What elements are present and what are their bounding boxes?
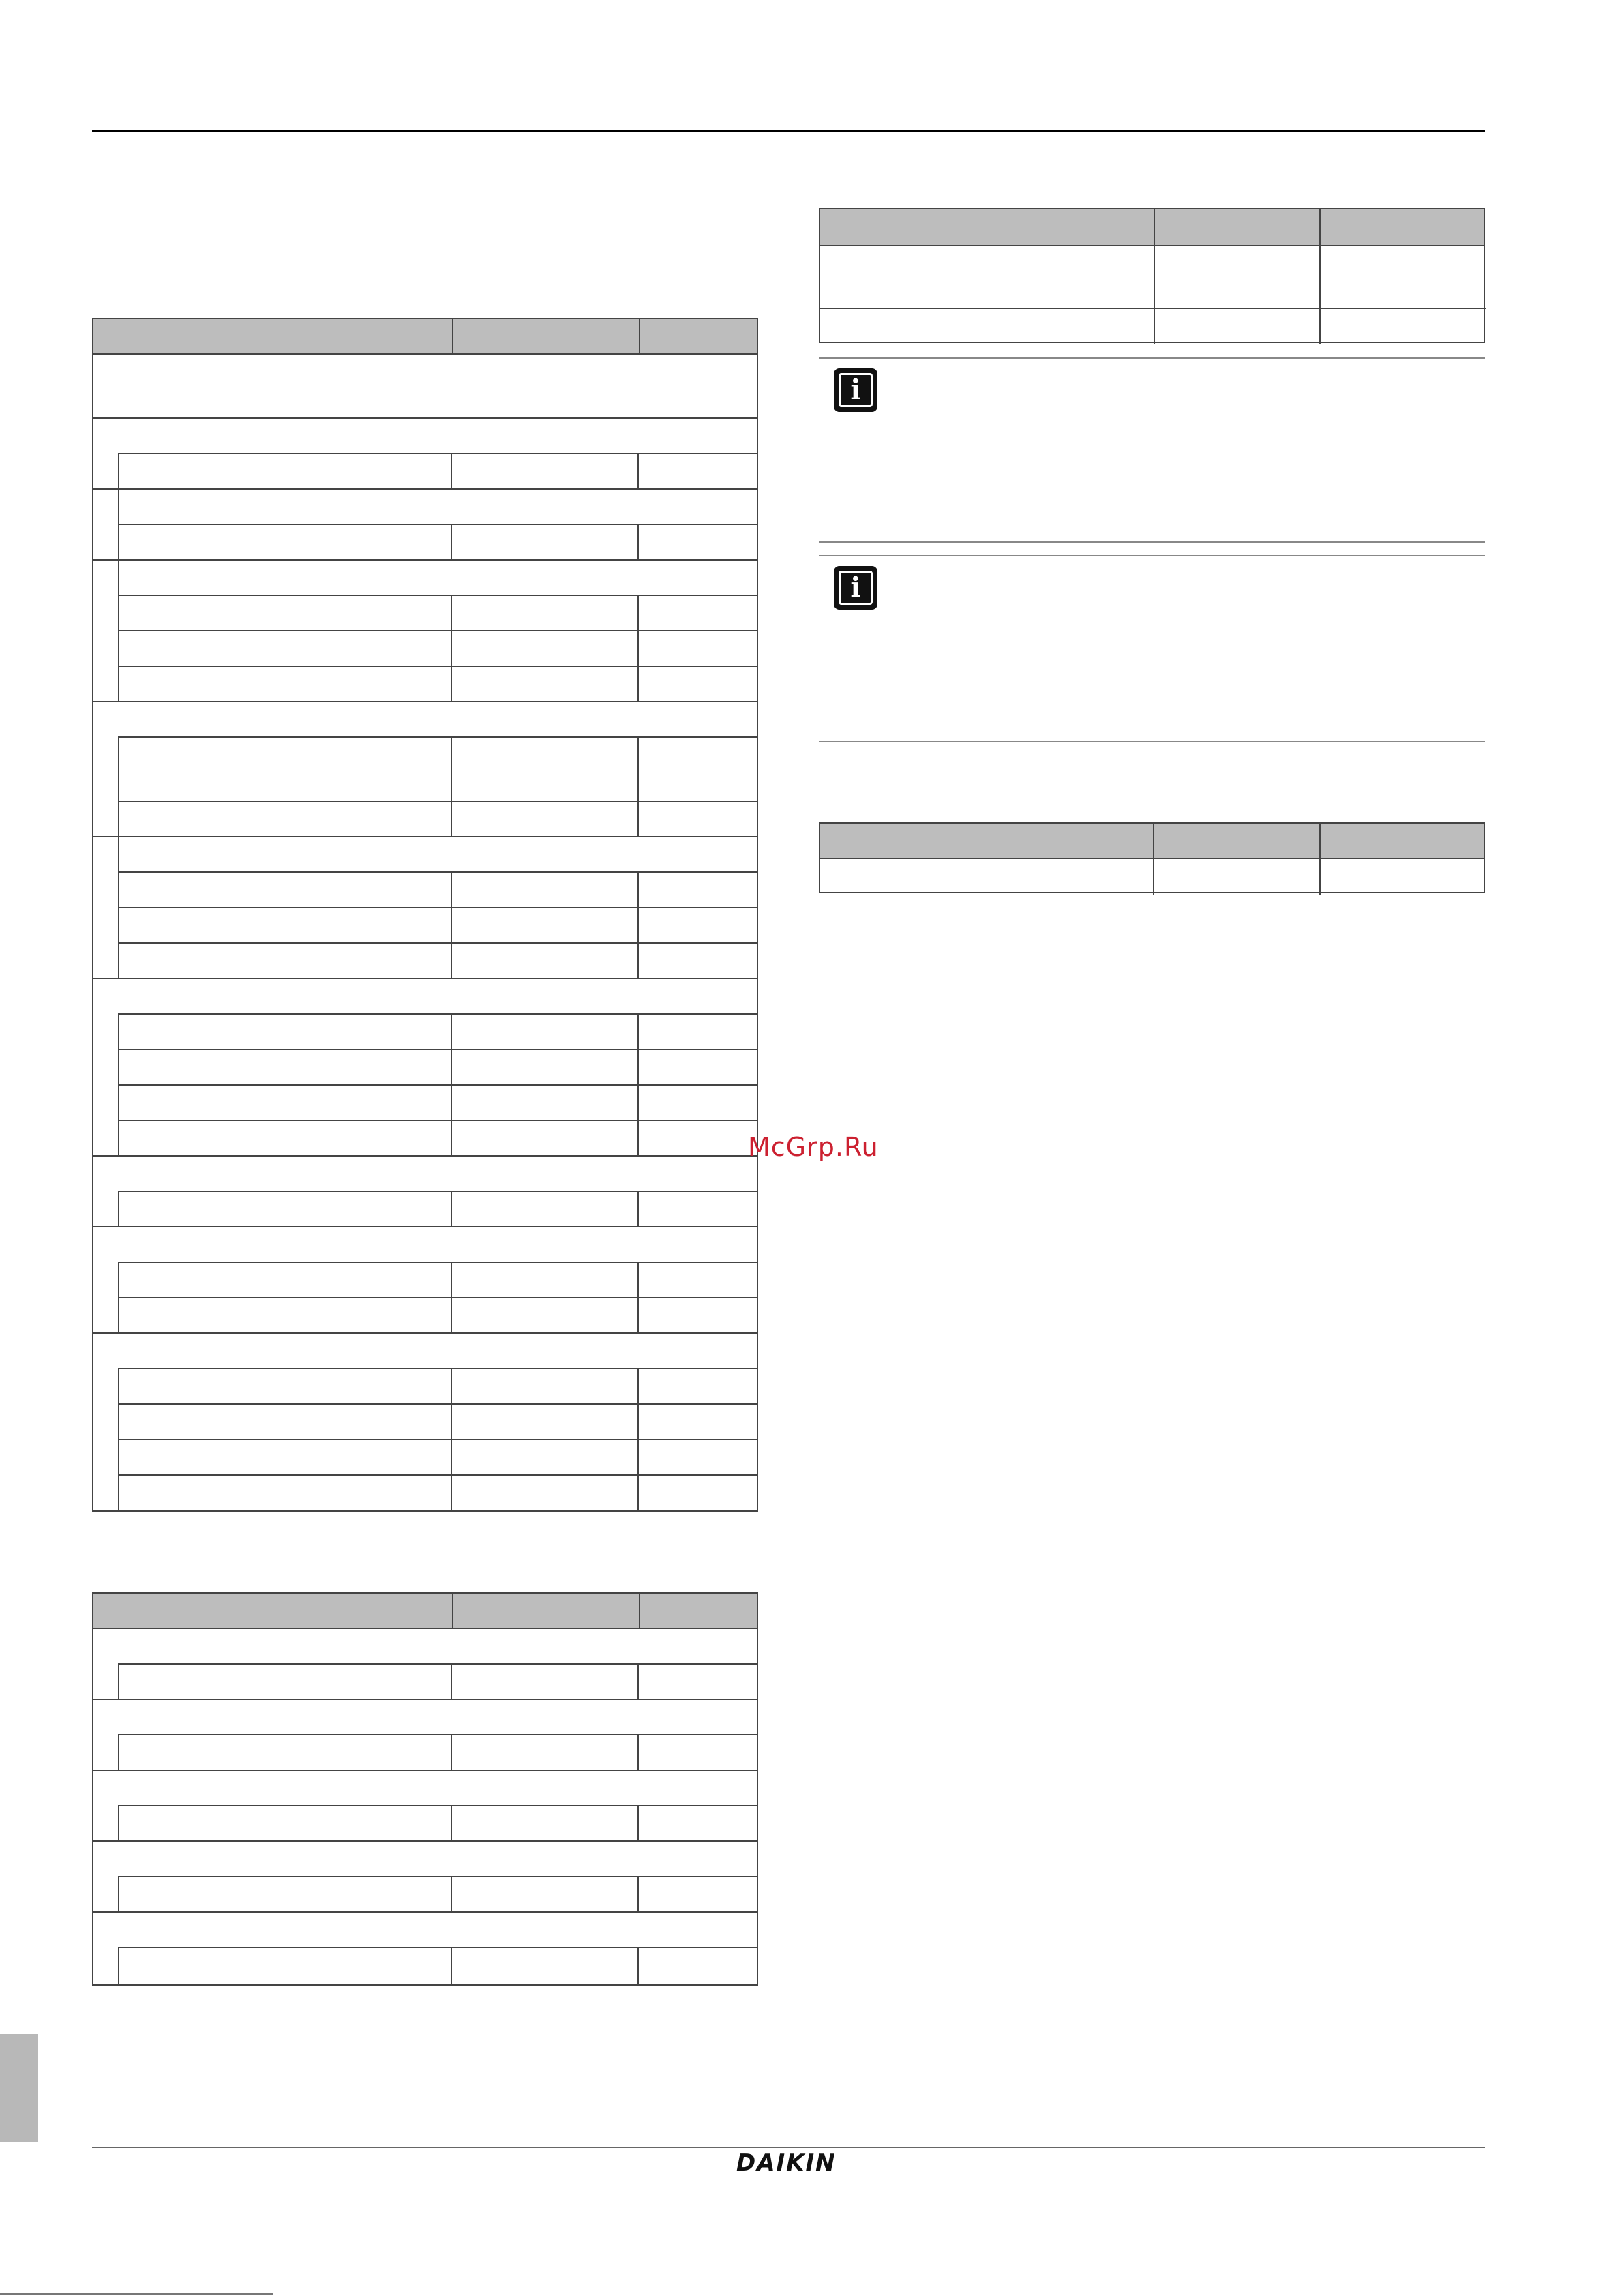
table-row-line xyxy=(118,666,758,667)
table-cell-divider xyxy=(451,1262,452,1297)
info-icon: i xyxy=(834,566,877,610)
table-cell-divider xyxy=(451,907,452,942)
table-group-indent xyxy=(118,1734,119,1770)
header-rule xyxy=(92,130,1485,132)
table-group-indent xyxy=(118,524,119,559)
table-cell-divider xyxy=(451,736,452,801)
table-row-line xyxy=(92,701,758,702)
table-1-header xyxy=(93,319,757,355)
table-cell-divider xyxy=(451,942,452,978)
table-row-line xyxy=(118,1049,758,1050)
table-cell-divider xyxy=(637,1947,639,1984)
table-cell-divider xyxy=(637,1403,639,1439)
table-group-indent xyxy=(118,1947,119,1984)
table-cell-divider xyxy=(637,1297,639,1332)
table-cell-divider xyxy=(451,871,452,907)
table-row-line xyxy=(92,559,758,561)
table-4 xyxy=(819,822,1485,893)
table-row-line xyxy=(118,736,758,738)
table-cell-divider xyxy=(637,1049,639,1084)
table-row-line xyxy=(118,1403,758,1405)
table-cell-divider xyxy=(637,666,639,701)
table-row-line xyxy=(92,488,758,490)
table-group-indent xyxy=(118,1876,119,1911)
table-cell-divider xyxy=(451,1805,452,1840)
table-row-line xyxy=(118,630,758,631)
table-row-line xyxy=(118,1663,758,1665)
table-2-header xyxy=(93,1594,757,1629)
table-row-line xyxy=(118,1876,758,1877)
table-cell-divider xyxy=(451,1368,452,1403)
table-cell-divider xyxy=(451,1947,452,1984)
table-cell-divider xyxy=(637,1084,639,1120)
table-group-indent xyxy=(118,736,119,836)
table-row-line xyxy=(92,1840,758,1842)
table-group-indent xyxy=(118,1663,119,1699)
table-cell-divider xyxy=(637,1191,639,1226)
table-row-line xyxy=(118,1084,758,1086)
table-row-line xyxy=(118,1734,758,1735)
table-cell-divider xyxy=(637,1876,639,1911)
table-cell-divider xyxy=(637,595,639,630)
watermark: McGrp.Ru xyxy=(748,1132,879,1162)
info-icon: i xyxy=(834,368,877,412)
table-cell-divider xyxy=(637,1368,639,1403)
table-group-indent xyxy=(118,836,119,978)
table-cell-divider xyxy=(451,1734,452,1770)
table-row-line xyxy=(92,1911,758,1913)
table-cell-divider xyxy=(637,871,639,907)
table-group-indent xyxy=(118,488,119,524)
scan-artifact xyxy=(0,2293,273,2295)
table-cell-divider xyxy=(637,1262,639,1297)
table-cell-divider xyxy=(451,1049,452,1084)
table-row-line xyxy=(118,1120,758,1121)
table-row-line xyxy=(118,1439,758,1440)
table-row-line xyxy=(118,1191,758,1192)
table-cell-divider xyxy=(451,1084,452,1120)
table-row-line xyxy=(92,1155,758,1157)
table-2 xyxy=(92,1592,758,1986)
table-cell-divider xyxy=(451,630,452,666)
table-row-line xyxy=(118,1262,758,1263)
table-cell-divider xyxy=(451,1013,452,1049)
table-row-line xyxy=(92,1699,758,1700)
table-row-line xyxy=(92,836,758,837)
table-group-indent xyxy=(118,1805,119,1840)
table-cell-divider xyxy=(451,595,452,630)
table-cell-divider xyxy=(637,801,639,836)
table-cell-divider xyxy=(637,1474,639,1510)
table-row-line xyxy=(118,871,758,873)
table-cell-divider xyxy=(451,1297,452,1332)
table-cell-divider xyxy=(637,630,639,666)
table-cell-divider xyxy=(637,1734,639,1770)
table-cell-divider xyxy=(451,1403,452,1439)
table-row-line xyxy=(92,1332,758,1334)
table-cell-divider xyxy=(637,1663,639,1699)
table-cell-divider xyxy=(451,1120,452,1155)
table-cell-divider xyxy=(637,453,639,488)
table-row-line xyxy=(118,1297,758,1298)
table-cell-divider xyxy=(451,1876,452,1911)
table-row-line xyxy=(118,907,758,908)
table-cell-divider xyxy=(451,524,452,559)
table-cell-divider xyxy=(637,1120,639,1155)
table-row-line xyxy=(92,1770,758,1771)
table-row-line xyxy=(118,1368,758,1369)
table-cell-divider xyxy=(451,801,452,836)
table-3-header xyxy=(820,209,1484,246)
table-row-line xyxy=(118,1805,758,1806)
table-cell-divider xyxy=(637,1439,639,1474)
table-cell-divider xyxy=(451,1191,452,1226)
table-row-line xyxy=(92,1226,758,1227)
table-group-indent xyxy=(118,1191,119,1226)
info-note-2 xyxy=(819,555,1485,742)
table-row-line xyxy=(92,417,758,419)
table-row-line xyxy=(118,1013,758,1015)
table-group-indent xyxy=(118,453,119,488)
table-row-line xyxy=(118,1947,758,1948)
table-group-indent xyxy=(118,1013,119,1155)
side-tab xyxy=(0,2034,38,2142)
table-row-line xyxy=(118,801,758,802)
table-row-line xyxy=(118,1474,758,1476)
table-row-line xyxy=(118,942,758,944)
table-3 xyxy=(819,208,1485,343)
table-cell-divider xyxy=(637,907,639,942)
footer-rule xyxy=(92,2147,1485,2148)
table-group-indent xyxy=(118,1368,119,1510)
table-cell-divider xyxy=(451,1663,452,1699)
table-cell-divider xyxy=(637,1805,639,1840)
table-row-line xyxy=(118,524,758,525)
table-row-line xyxy=(118,453,758,454)
table-cell-divider xyxy=(637,1013,639,1049)
table-cell-divider xyxy=(637,736,639,801)
table-group-indent xyxy=(118,1262,119,1332)
table-cell-divider xyxy=(637,942,639,978)
daikin-logo: DAIKIN xyxy=(736,2149,837,2177)
table-row-line xyxy=(92,1628,758,1629)
info-note-1 xyxy=(819,357,1485,543)
table-4-header xyxy=(820,824,1484,859)
table-cell-divider xyxy=(451,453,452,488)
table-cell-divider xyxy=(451,1474,452,1510)
table-group-indent xyxy=(118,559,119,701)
table-row-line xyxy=(92,978,758,979)
table-cell-divider xyxy=(451,666,452,701)
table-cell-divider xyxy=(637,524,639,559)
table-row-line xyxy=(118,595,758,596)
table-cell-divider xyxy=(451,1439,452,1474)
